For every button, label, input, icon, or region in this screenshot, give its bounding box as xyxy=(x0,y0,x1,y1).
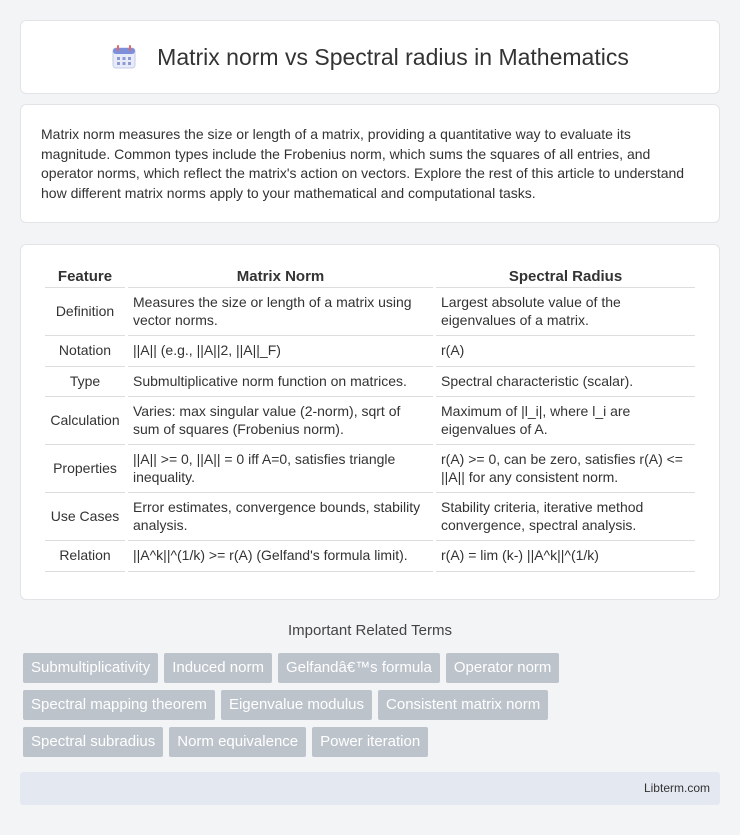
row-matrix-norm: Error estimates, convergence bounds, stability analysis. xyxy=(128,493,433,541)
table-row xyxy=(45,445,695,493)
row-spectral-radius: r(A) = lim (k-) ||A^k||^(1/k) xyxy=(436,541,695,572)
row-matrix-norm: ||A^k||^(1/k) >= r(A) (Gelfand's formula limit). xyxy=(128,541,433,572)
tag-eigenvalue-modulus[interactable]: Eigenvalue modulus xyxy=(221,690,372,720)
header-matrix-norm: Matrix Norm xyxy=(128,265,433,288)
row-matrix-norm: Measures the size or length of a matrix using vector norms. xyxy=(128,288,433,336)
row-spectral-radius: r(A) >= 0, can be zero, satisfies r(A) <= ||A|| for any consistent norm. xyxy=(436,445,695,493)
table-header-row xyxy=(45,265,695,288)
table-row xyxy=(45,288,695,336)
tag-spectral-mapping-theorem[interactable]: Spectral mapping theorem xyxy=(23,690,215,720)
tag-power-iteration[interactable]: Power iteration xyxy=(312,727,428,757)
header-feature: Feature xyxy=(45,265,125,288)
row-feature: Calculation xyxy=(45,397,125,445)
related-terms-list xyxy=(23,653,723,764)
intro-card xyxy=(20,104,720,223)
row-spectral-radius: Maximum of |l_i|, where l_i are eigenvalues of A. xyxy=(436,397,695,445)
calendar-grid-icon xyxy=(111,44,137,70)
table-row xyxy=(45,336,695,367)
comparison-table-card xyxy=(20,244,720,600)
header-spectral-radius: Spectral Radius xyxy=(436,265,695,288)
row-matrix-norm: Varies: max singular value (2-norm), sqrt of sum of squares (Frobenius norm). xyxy=(128,397,433,445)
table-row xyxy=(45,541,695,572)
row-feature: Notation xyxy=(45,336,125,367)
tag-spectral-subradius[interactable]: Spectral subradius xyxy=(23,727,163,757)
row-matrix-norm: ||A|| (e.g., ||A||2, ||A||_F) xyxy=(128,336,433,367)
row-matrix-norm: Submultiplicative norm function on matrices. xyxy=(128,367,433,398)
tag-submultiplicativity[interactable]: Submultiplicativity xyxy=(23,653,158,683)
related-terms-title: Important Related Terms xyxy=(288,622,452,639)
row-matrix-norm: ||A|| >= 0, ||A|| = 0 iff A=0, satisfies triangle inequality. xyxy=(128,445,433,493)
row-feature: Properties xyxy=(45,445,125,493)
footer xyxy=(20,772,720,805)
tag-norm-equivalence[interactable]: Norm equivalence xyxy=(169,727,306,757)
table-row xyxy=(45,493,695,541)
tag-gelfands-formula[interactable]: Gelfandâ€™s formula xyxy=(278,653,440,683)
table-row xyxy=(45,367,695,398)
row-feature: Type xyxy=(45,367,125,398)
row-feature: Definition xyxy=(45,288,125,336)
tag-operator-norm[interactable]: Operator norm xyxy=(446,653,560,683)
table-row xyxy=(45,397,695,445)
row-spectral-radius: Stability criteria, iterative method convergence, spectral analysis. xyxy=(436,493,695,541)
intro-text: Matrix norm measures the size or length of a matrix, providing a quantitative way to evaluate its magnitude. Common types include the Frobenius norm, which sums the squares of all entries, and operator norms, which reflect the matrix's action on vectors. Explore the rest of this article to understand how different matrix norms apply to your mathematical and computational tasks. xyxy=(41,126,685,201)
tag-induced-norm[interactable]: Induced norm xyxy=(164,653,272,683)
tag-consistent-matrix-norm[interactable]: Consistent matrix norm xyxy=(378,690,548,720)
footer-site-link[interactable]: Libterm.com xyxy=(643,781,710,795)
comparison-table xyxy=(42,265,698,572)
row-feature: Relation xyxy=(45,541,125,572)
page-title: Matrix norm vs Spectral radius in Mathematics xyxy=(157,43,629,70)
header-card xyxy=(20,20,720,94)
row-feature: Use Cases xyxy=(45,493,125,541)
row-spectral-radius: Spectral characteristic (scalar). xyxy=(436,367,695,398)
row-spectral-radius: r(A) xyxy=(436,336,695,367)
row-spectral-radius: Largest absolute value of the eigenvalues of a matrix. xyxy=(436,288,695,336)
